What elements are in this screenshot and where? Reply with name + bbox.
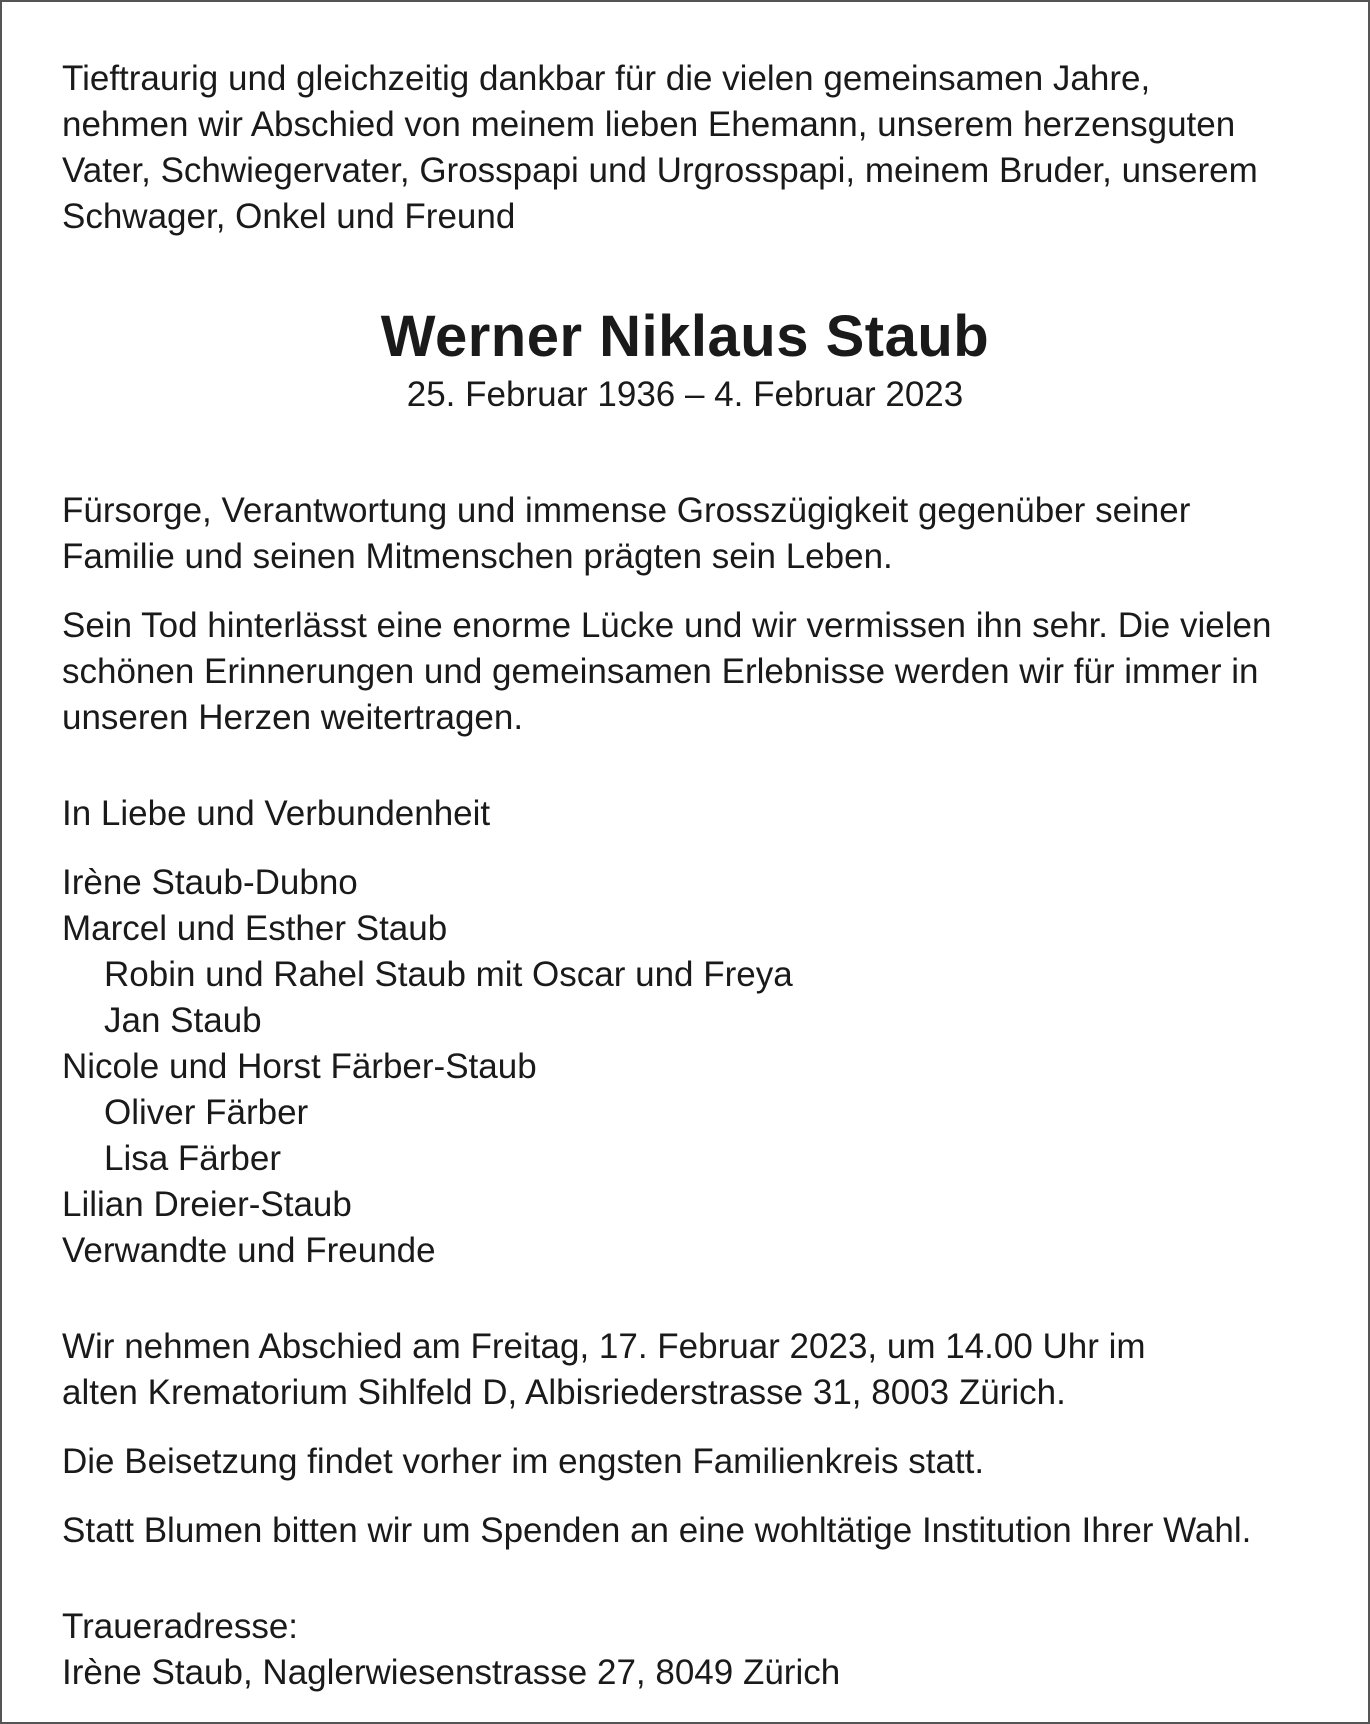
deceased-name: Werner Niklaus Staub [380,304,990,369]
closing-section [62,741,1308,837]
loss-line: unseren Herzen weitertragen. [62,698,524,737]
mourner-name: Jan Staub [104,1001,262,1040]
loss-line: schönen Erinnerungen und gemeinsamen Erlebnisse werden wir für immer in [62,652,1259,691]
loss-paragraph [62,580,1308,741]
mourning-address [62,1554,1308,1696]
mourner-name: Lisa Färber [104,1139,282,1178]
tribute-line: Fürsorge, Verantwortung und immense Grosszügigkeit gegenüber seiner [62,491,1191,530]
mourner-name: Robin und Rahel Staub mit Oscar und Freya [104,955,793,994]
intro-line: nehmen wir Abschied von meinem lieben Ehemann, unserem herzensguten [62,105,1236,144]
intro-paragraph [62,2,1308,240]
donations-paragraph [62,1485,1308,1554]
closing-phrase: In Liebe und Verbundenheit [62,794,491,833]
burial-paragraph [62,1416,1308,1485]
ceremony-paragraph [62,1274,1308,1416]
mourner-name: Verwandte und Freunde [62,1231,436,1270]
ceremony-line: alten Krematorium Sihlfeld D, Albisriederstrasse 31, 8003 Zürich. [62,1373,1066,1412]
loss-line: Sein Tod hinterlässt eine enorme Lücke und wir vermissen ihn sehr. Die vielen [62,606,1272,645]
intro-line: Schwager, Onkel und Freund [62,197,516,236]
ceremony-line: Wir nehmen Abschied am Freitag, 17. Februar 2023, um 14.00 Uhr im [62,1327,1146,1366]
address-label: Traueradresse: [62,1607,299,1646]
burial-line: Die Beisetzung findet vorher im engsten Familienkreis statt. [62,1442,985,1481]
mourner-name: Irène Staub-Dubno [62,863,358,902]
mourner-name: Marcel und Esther Staub [62,909,448,948]
donations-line: Statt Blumen bitten wir um Spenden an eine wohltätige Institution Ihrer Wahl. [62,1511,1252,1550]
mourner-name: Lilian Dreier-Staub [62,1185,352,1224]
life-dates: 25. Februar 1936 – 4. Februar 2023 [406,375,964,414]
mourner-name: Nicole und Horst Färber-Staub [62,1047,537,1086]
mourner-name: Oliver Färber [104,1093,309,1132]
intro-line: Vater, Schwiegervater, Grosspapi und Urgrosspapi, meinem Bruder, unserem [62,151,1258,190]
address-value: Irène Staub, Naglerwiesenstrasse 27, 8049 Zürich [62,1653,841,1692]
tribute-line: Familie und seinen Mitmenschen prägten sein Leben. [62,537,893,576]
mourners-list [62,837,1308,1274]
intro-line: Tieftraurig und gleichzeitig dankbar für die vielen gemeinsamen Jahre, [62,59,1151,98]
tribute-paragraph [62,418,1308,580]
